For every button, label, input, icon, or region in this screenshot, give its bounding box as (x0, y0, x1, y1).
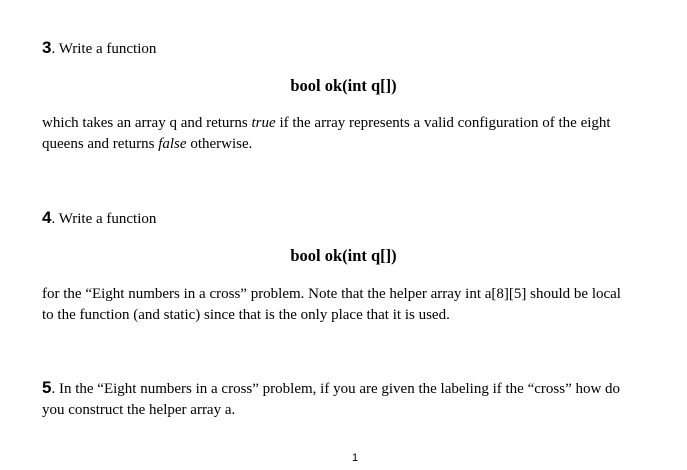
question-3-intro: . Write a function (51, 41, 157, 57)
q3-false-italic: false (158, 136, 187, 152)
q3-text-1: which takes an array q and returns (42, 115, 252, 131)
question-4-body (42, 284, 662, 326)
q4-line-1: for the “Eight numbers in a cross” problem. Note that the helper array int a[8][5] should be local (42, 286, 621, 302)
question-4-signature: bool ok(int q[]) (290, 246, 397, 265)
question-4-intro: . Write a function (51, 211, 157, 227)
q5-line-2: you construct the helper array a. (42, 402, 236, 418)
q3-text-2: if the array represents a valid configuration of the eight (275, 115, 611, 131)
q3-text-4: otherwise. (186, 136, 253, 152)
question-4-number: 4 (42, 208, 52, 227)
q5-line-1: . In the “Eight numbers in a cross” problem, if you are given the labeling if the “cross” how do (51, 381, 621, 397)
q4-line-2: to the function (and static) since that is the only place that it is used. (42, 307, 450, 323)
question-3-body (42, 113, 662, 155)
q3-true-italic: true (251, 115, 276, 131)
question-5-body (42, 377, 662, 421)
question-3-number: 3 (42, 38, 52, 57)
question-4-heading (42, 208, 156, 229)
question-3-signature: bool ok(int q[]) (290, 76, 397, 95)
question-5-number: 5 (42, 378, 52, 397)
question-3-heading (42, 38, 156, 59)
page-number: 1 (351, 452, 359, 464)
q3-text-3: queens and returns (42, 136, 159, 152)
